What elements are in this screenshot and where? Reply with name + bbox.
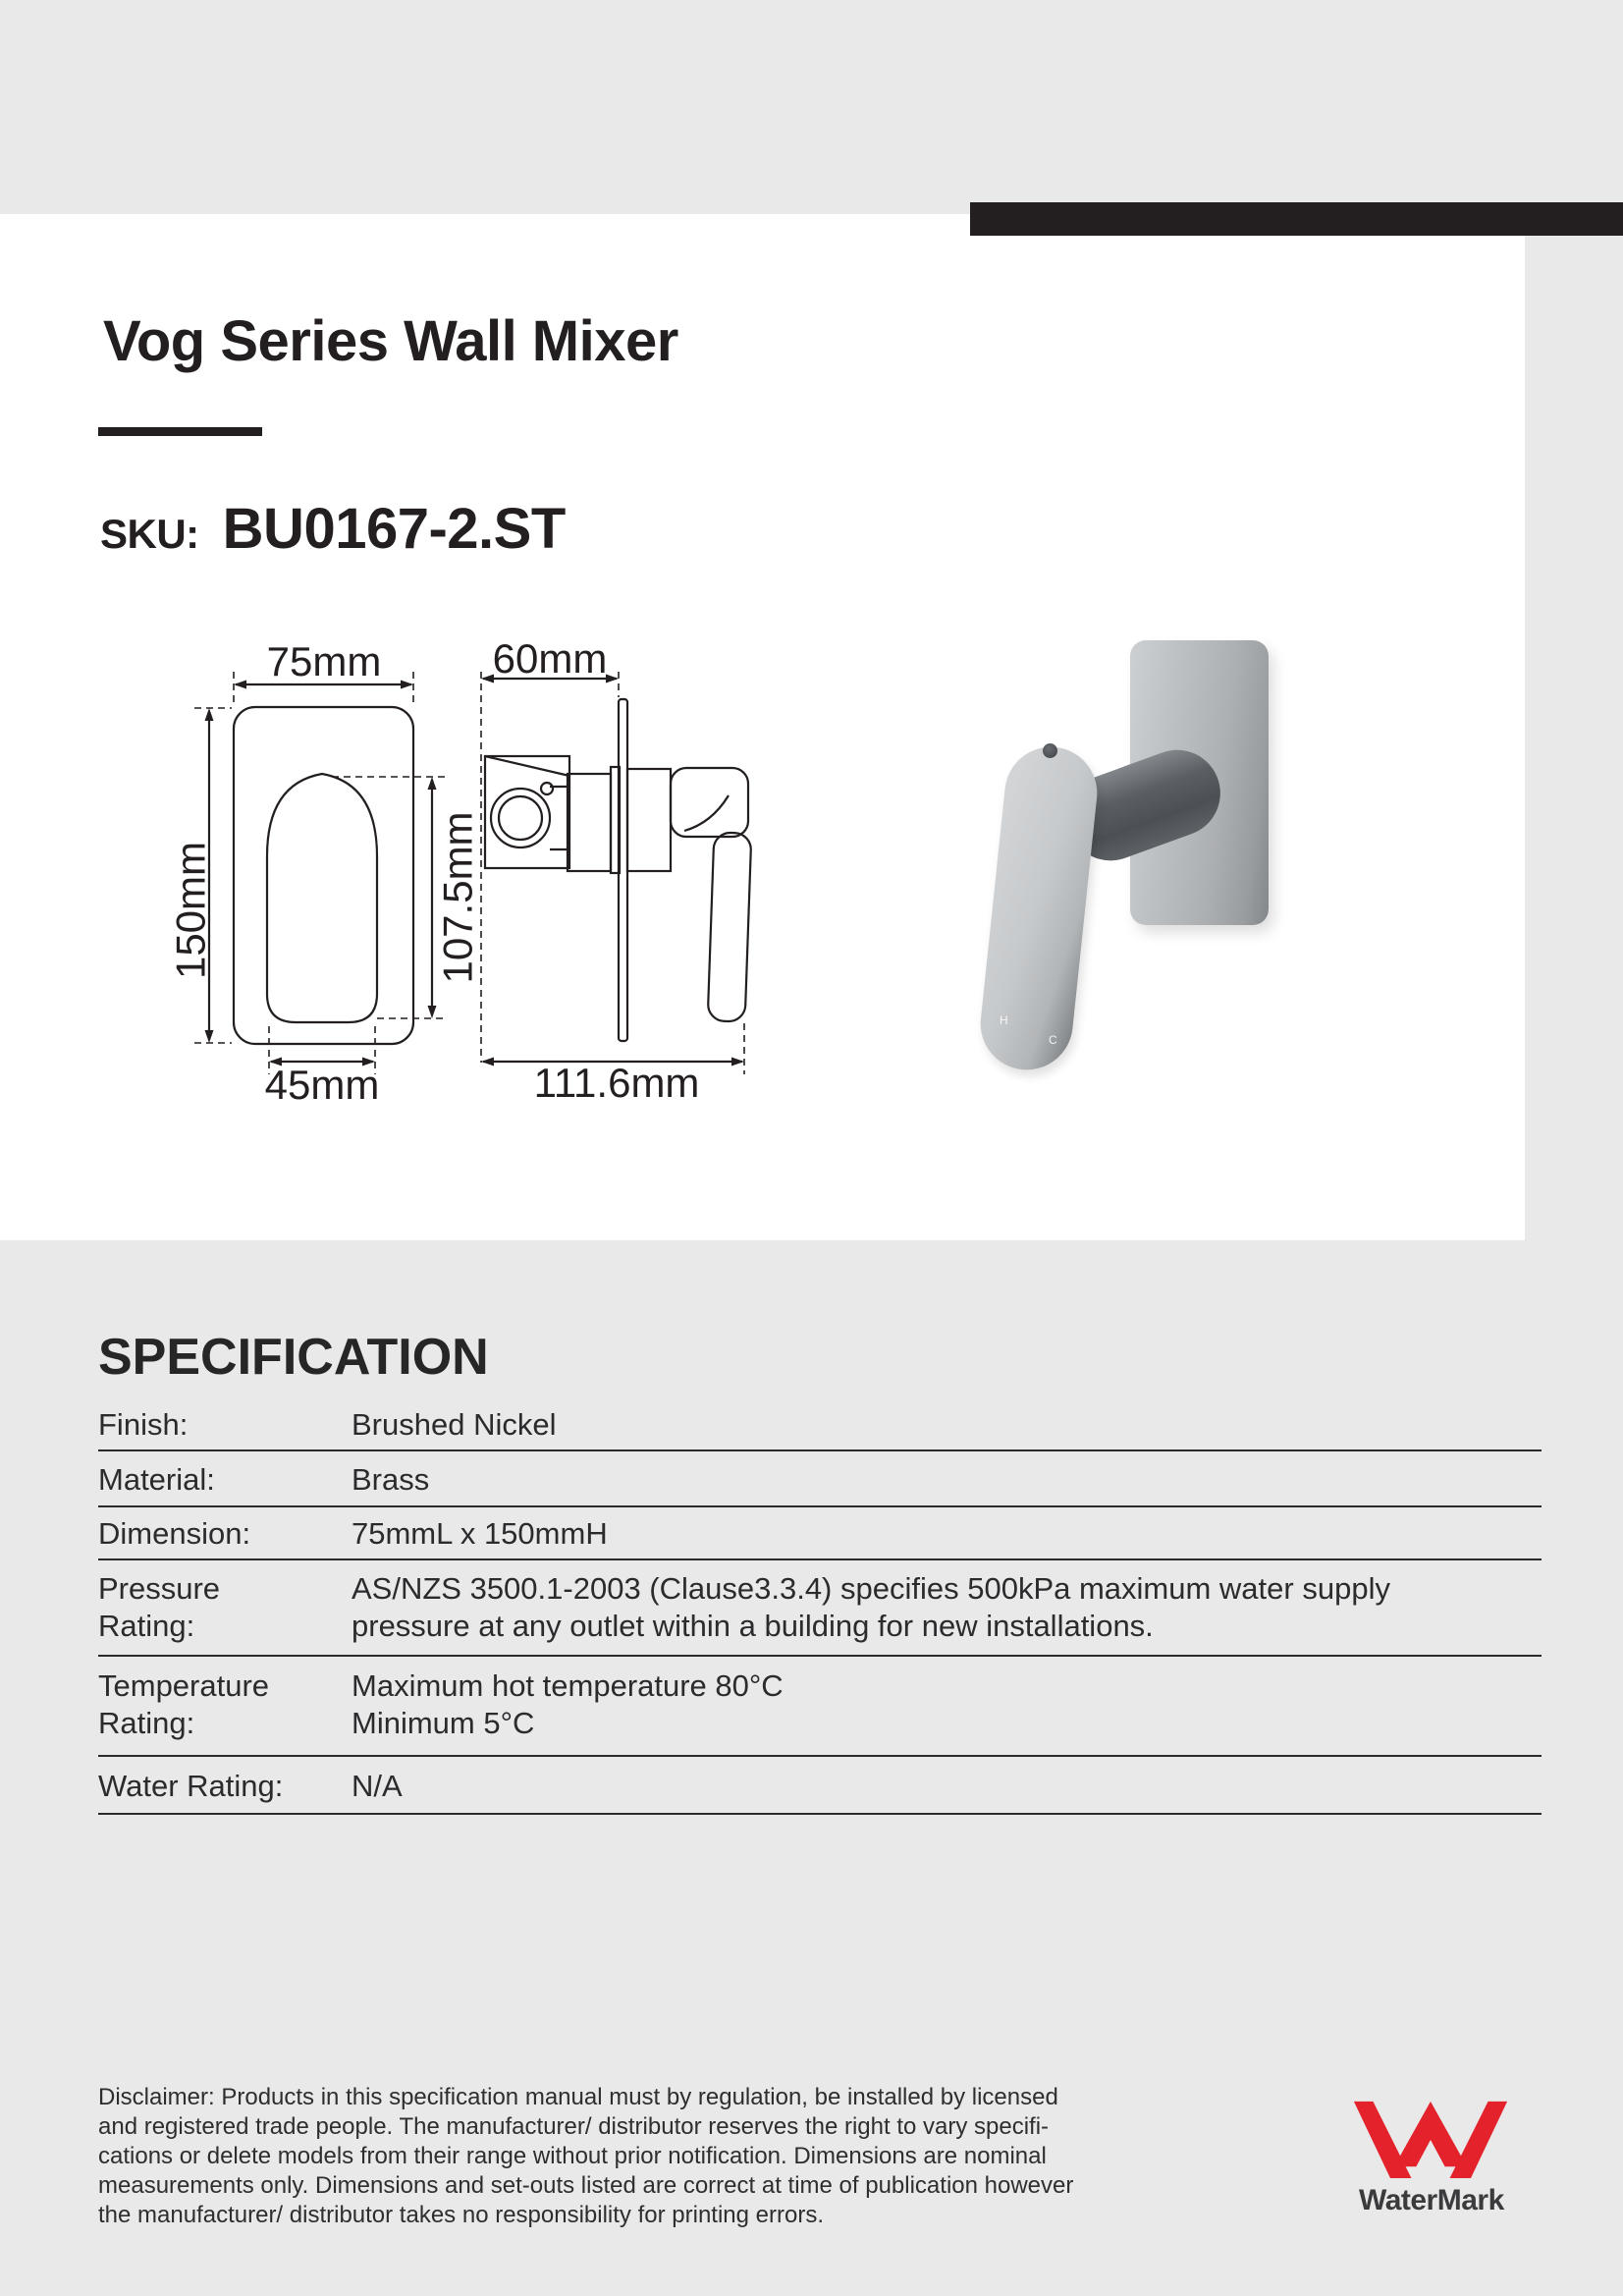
spec-value-line: Brushed Nickel [352, 1407, 557, 1442]
spec-label [98, 1570, 352, 1645]
spec-label-line: Rating: [98, 1609, 195, 1643]
spec-label [98, 1667, 352, 1742]
dim-total-depth-label: 111.6mm [533, 1060, 700, 1106]
disclaimer-line: and registered trade people. The manufacturer/ distributor reserves the right to vary specifi- [98, 2113, 1050, 2140]
spec-value [352, 1515, 1542, 1553]
watermark-w-icon [1353, 2098, 1508, 2178]
spec-value-line: Brass [352, 1462, 430, 1497]
spec-value-line: pressure at any outlet within a building for new installations. [352, 1609, 1154, 1643]
disclaimer-text [98, 2083, 1080, 2230]
disclaimer-line: measurements only. Dimensions and set-outs listed are correct at time of publication however [98, 2172, 1074, 2199]
photo-hot-marker: H [1000, 1013, 1008, 1027]
front-view-drawing [194, 672, 446, 1074]
header-accent-bar [970, 202, 1623, 236]
spec-row-finish [98, 1398, 1542, 1451]
spec-value-line: Minimum 5°C [352, 1706, 535, 1740]
disclaimer-line: the manufacturer/ distributor takes no responsibility for printing errors. [98, 2202, 824, 2228]
dim-plate-height-label: 150mm [167, 841, 214, 980]
spec-row-temperature-rating [98, 1657, 1542, 1757]
spec-row-pressure-rating [98, 1560, 1542, 1657]
spec-label-line: Dimension: [98, 1516, 251, 1551]
sku-value: BU0167-2.ST [222, 497, 566, 561]
sku-row [100, 496, 566, 562]
technical-drawings [147, 619, 815, 1129]
disclaimer-line: cations or delete models from their range without prior notification. Dimensions are nominal [98, 2143, 1047, 2169]
spec-label [98, 1406, 352, 1444]
spec-row-dimension [98, 1507, 1542, 1560]
spec-value-line: 75mmL x 150mmH [352, 1516, 608, 1551]
dim-handle-width-label: 45mm [264, 1062, 380, 1108]
side-view-drawing [481, 672, 751, 1074]
spec-label-line: Temperature [98, 1668, 270, 1703]
spec-label-line: Finish: [98, 1407, 189, 1442]
spec-value [352, 1667, 1542, 1742]
spec-label [98, 1768, 352, 1805]
spec-label-line: Rating: [98, 1706, 195, 1740]
title-underline [98, 427, 262, 436]
watermark-logo [1353, 2098, 1520, 2216]
dim-plate-width-label: 75mm [266, 638, 382, 684]
spec-label [98, 1461, 352, 1499]
spec-label [98, 1515, 352, 1553]
spec-row-water-rating [98, 1757, 1542, 1815]
disclaimer-line: Disclaimer: Products in this specification manual must by regulation, be installed by licensed [98, 2084, 1058, 2110]
dim-wall-depth-label: 60mm [492, 635, 608, 682]
spec-value [352, 1406, 1542, 1444]
page-title: Vog Series Wall Mixer [103, 309, 678, 373]
product-photo [972, 629, 1296, 1090]
photo-handle-paddle [976, 742, 1102, 1074]
spec-row-material [98, 1451, 1542, 1507]
spec-label-line: Pressure [98, 1571, 221, 1606]
watermark-label: WaterMark [1359, 2184, 1504, 2216]
spec-value-line: AS/NZS 3500.1-2003 (Clause3.3.4) specifies 500kPa maximum water supply [352, 1571, 1390, 1606]
spec-label-line: Water Rating: [98, 1769, 284, 1803]
specification-table [98, 1398, 1542, 1815]
specification-heading: SPECIFICATION [98, 1329, 489, 1386]
dim-handle-height-label: 107.5mm [434, 811, 481, 984]
spec-value [352, 1461, 1542, 1499]
spec-label-line: Material: [98, 1462, 215, 1497]
spec-value [352, 1768, 1542, 1805]
spec-value [352, 1570, 1542, 1645]
spec-value-line: N/A [352, 1769, 403, 1803]
sku-label: SKU: [100, 511, 199, 557]
photo-screw-dot [1043, 743, 1057, 758]
spec-value-line: Maximum hot temperature 80°C [352, 1668, 784, 1703]
photo-cold-marker: C [1049, 1033, 1057, 1047]
